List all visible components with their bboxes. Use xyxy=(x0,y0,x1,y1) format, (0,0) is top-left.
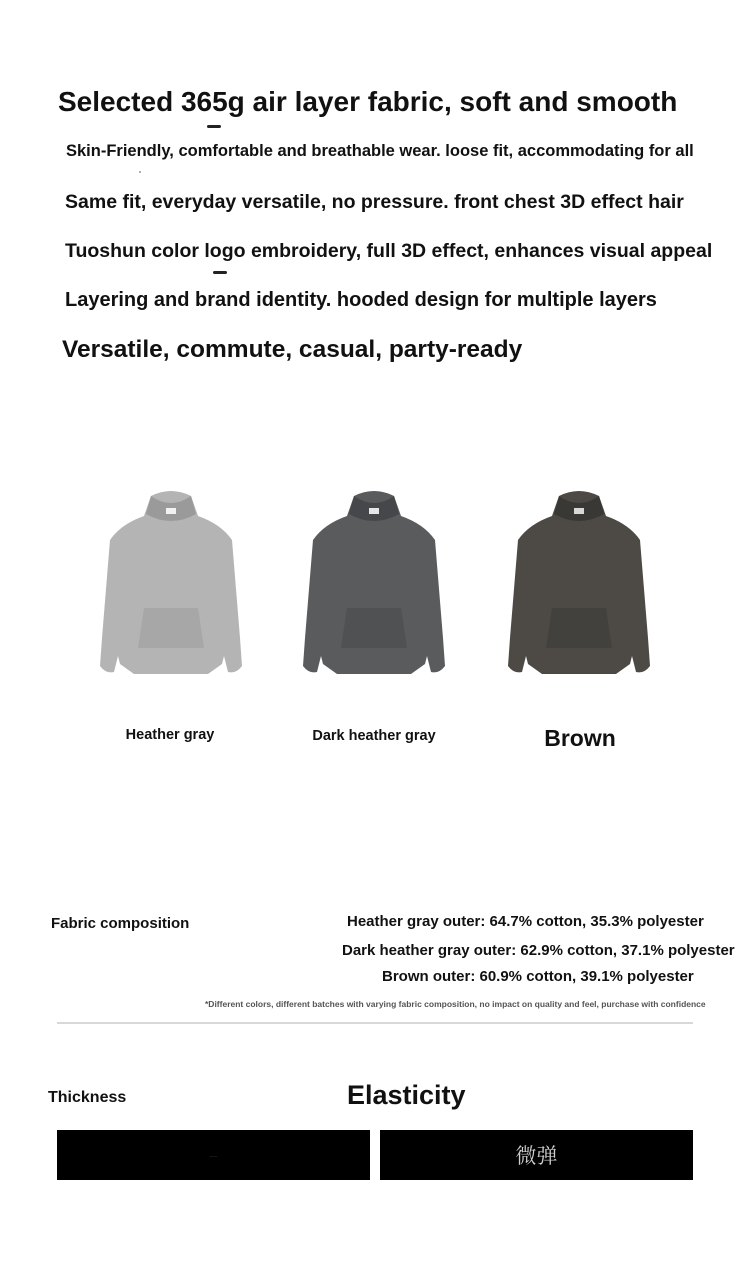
thickness-value: ...... xyxy=(210,1152,217,1158)
elasticity-bar xyxy=(380,1130,693,1180)
fabric-composition-label: Fabric composition xyxy=(51,915,190,932)
composition-brown: Brown outer: 60.9% cotton, 39.1% polyester xyxy=(382,968,694,985)
hoodie-icon xyxy=(504,488,654,684)
hoodie-icon xyxy=(96,488,246,684)
color-label-brown: Brown xyxy=(544,725,616,751)
divider xyxy=(57,1022,693,1024)
thickness-label: Thickness xyxy=(48,1089,127,1106)
feature-line-2: Same fit, everyday versatile, no pressure. front chest 3D effect hair xyxy=(65,191,684,213)
color-label-heather-gray: Heather gray xyxy=(125,727,215,743)
decorative-dot xyxy=(139,171,141,173)
composition-note: *Different colors, different batches with varying fabric composition, no impact on quality and feel, purchase with confidence xyxy=(205,999,706,1009)
headline: Selected 365g air layer fabric, soft and smooth xyxy=(58,86,678,117)
hoodie-image-dark-heather-gray xyxy=(299,488,449,684)
elasticity-value: 微弹 xyxy=(515,1144,558,1168)
decorative-mark xyxy=(207,125,221,128)
color-label-dark-heather-gray: Dark heather gray xyxy=(312,728,436,744)
composition-heather-gray: Heather gray outer: 64.7% cotton, 35.3% polyester xyxy=(347,913,704,930)
hoodie-icon xyxy=(299,488,449,684)
hoodie-image-brown xyxy=(504,488,654,684)
hoodie-image-heather-gray xyxy=(96,488,246,684)
feature-line-5: Versatile, commute, casual, party-ready xyxy=(62,336,523,363)
elasticity-label: Elasticity xyxy=(347,1080,466,1110)
decorative-mark xyxy=(213,271,227,274)
feature-line-4: Layering and brand identity. hooded design for multiple layers xyxy=(65,289,657,311)
thickness-bar xyxy=(57,1130,370,1180)
feature-line-3: Tuoshun color logo embroidery, full 3D effect, enhances visual appeal xyxy=(65,240,713,262)
composition-dark-heather-gray: Dark heather gray outer: 62.9% cotton, 37.1% polyester xyxy=(342,942,735,959)
feature-line-1: Skin-Friendly, comfortable and breathable wear. loose fit, accommodating for all xyxy=(66,142,694,160)
